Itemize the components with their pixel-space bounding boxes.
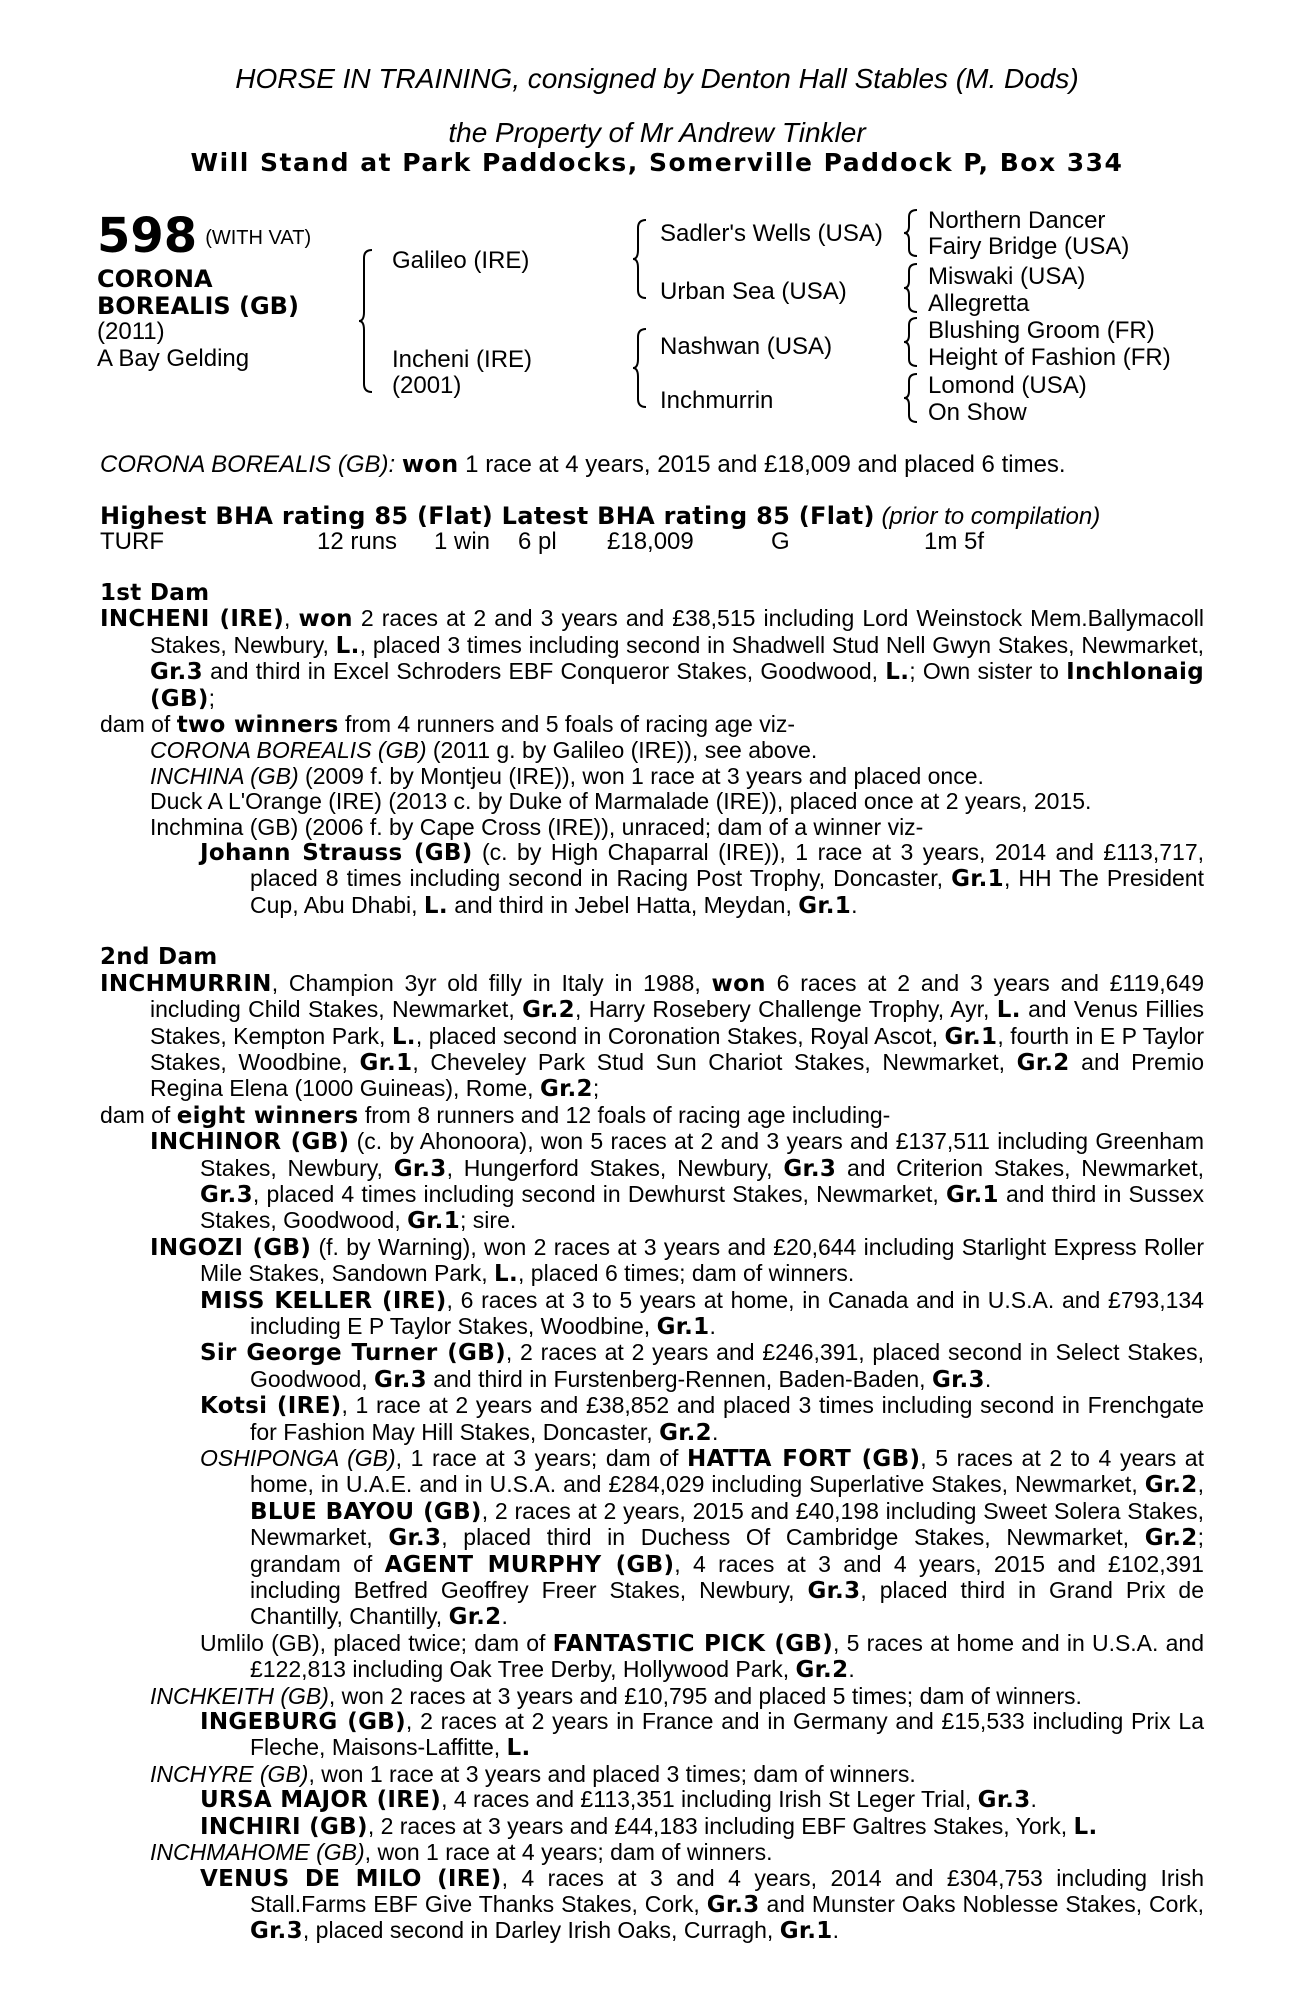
produce-duck-a-lorange: Duck A L'Orange (IRE) (2013 c. by Duke of Marmalade (IRE)), placed once at 2 years, 2015. — [150, 788, 1092, 815]
produce-inchinor: INCHINOR (GB) (c. by Ahonoora), won 5 races at 2 and 3 years and £137,511 including Greenham Stakes, Newbury, Gr.3, Hungerford Stakes, Newbury, Gr.3 and Criterion Stakes, Newmarket, Gr.3, placed 4 times including second in Dewhurst Stakes, Newmarket, Gr.1 and third in Sussex Stakes, Goodwood, Gr.1; sire. — [150, 1128, 1204, 1235]
pedigree-sire-sire: Sadler's Wells (USA) — [660, 220, 883, 247]
pedigree-sire: Galileo (IRE) — [392, 247, 530, 274]
vat-label: (WITH VAT) — [205, 227, 312, 249]
consignor-line: HORSE IN TRAINING, consigned by Denton Hall Stables (M. Dods) — [235, 63, 1079, 94]
produce-inchmina: Inchmina (GB) (2006 f. by Cape Cross (IRE)), unraced; dam of a winner viz- — [150, 813, 924, 840]
pedigree-brace-2 — [632, 218, 652, 300]
produce-inchina: INCHINA (GB) (2009 f. by Montjeu (IRE)), won 1 race at 3 years and placed once. — [150, 762, 984, 789]
produce-venus-de-milo: VENUS DE MILO (IRE), 4 races at 3 and 4 years, 2014 and £304,753 including Irish Stall.Farms EBF Give Thanks Stakes, Cork, Gr.3 and Munster Oaks Noblesse Stakes, Cork, Gr.3, placed second in Darley Irish Oaks, Curragh, Gr.1. — [200, 1864, 1204, 1945]
horse-name-line2: BOREALIS (GB) — [97, 292, 299, 320]
second-dam-inchmurrin: INCHMURRIN, Champion 3yr old filly in Italy in 1988, won 6 races at 2 and 3 years and £119,649 including Child Stakes, Newmarket, Gr.2, Harry Rosebery Challenge Trophy, Ayr, L. and Venus Fillies Stakes, Kempton Park, L., placed second in Coronation Stakes, Royal Ascot, Gr.1, fourth in E P Taylor Stakes, Woodbine, Gr.1, Cheveley Park Stud Sun Chariot Stakes, Newmarket, Gr.2 and Premio Regina Elena (1000 Guineas), Rome, Gr.2; — [100, 969, 1205, 1103]
pedigree-brace-7 — [903, 372, 923, 424]
pedigree-brace-1 — [358, 248, 378, 394]
race-summary: CORONA BOREALIS (GB): won 1 race at 4 years, 2015 and £18,009 and placed 6 times. — [100, 450, 1066, 478]
second-dam-heading: 2nd Dam — [100, 944, 218, 971]
pedigree-dam: Incheni (IRE) — [392, 346, 533, 373]
pedigree-g7: Lomond (USA) — [928, 372, 1087, 399]
turf-wins: 1 win — [434, 528, 491, 555]
first-dam-heading: 1st Dam — [100, 580, 210, 606]
turf-surface: TURF — [100, 528, 164, 555]
location-line: Will Stand at Park Paddocks, Somerville Paddock P, Box 334 — [190, 148, 1124, 177]
pedigree-g8: On Show — [928, 399, 1027, 426]
pedigree-g1: Northern Dancer — [928, 207, 1106, 234]
horse-year: (2011) — [97, 318, 165, 345]
lot-number: 598 (WITH VAT) — [97, 208, 312, 264]
pedigree-g3: Miswaki (USA) — [928, 263, 1086, 290]
pedigree-g5: Blushing Groom (FR) — [928, 317, 1155, 344]
turf-going: G — [771, 528, 790, 555]
turf-distance: 1m 5f — [924, 528, 985, 555]
pedigree-g4: Allegretta — [928, 290, 1030, 317]
produce-oshiponga: OSHIPONGA (GB), 1 race at 3 years; dam of HATTA FORT (GB), 5 races at 2 to 4 years at home, in U.A.E. and in U.S.A. and £284,029 including Superlative Stakes, Newmarket, Gr.2, BLUE BAYOU (GB), 2 races at 2 years, 2015 and £40,198 including Sweet Solera Stakes, Newmarket, Gr.3, placed third in Duchess Of Cambridge Stakes, Newmarket, Gr.2; grandam of AGENT MURPHY (GB), 4 races at 3 and 4 years, 2015 and £102,391 including Betfred Geoffrey Freer Stakes, Newbury, Gr.3, placed third in Grand Prix de Chantilly, Chantilly, Gr.2. — [200, 1445, 1204, 1631]
pedigree-sire-dam: Urban Sea (USA) — [660, 278, 847, 305]
dam-section — [100, 580, 1204, 1945]
property-line: the Property of Mr Andrew Tinkler — [448, 117, 866, 148]
produce-inchmahome: INCHMAHOME (GB), won 1 race at 4 years; dam of winners. — [150, 1839, 773, 1866]
produce-inchkeith: INCHKEITH (GB), won 2 races at 3 years and £10,795 and placed 5 times; dam of winners. — [150, 1682, 1082, 1709]
produce-ursa-major: URSA MAJOR (IRE), 4 races and £113,351 including Irish St Leger Trial, Gr.3. — [200, 1786, 1037, 1814]
horse-description: A Bay Gelding — [97, 345, 250, 372]
produce-inchiri: INCHIRI (GB), 2 races at 3 years and £44,183 including EBF Galtres Stakes, York, L. — [200, 1812, 1098, 1840]
pedigree-brace-3 — [632, 327, 652, 409]
produce-miss-keller: MISS KELLER (IRE), 6 races at 3 to 5 years at home, in Canada and in U.S.A. and £793,134 including E P Taylor Stakes, Woodbine, Gr.1. — [200, 1286, 1204, 1340]
produce-johann-strauss: Johann Strauss (GB) (c. by High Chaparral (IRE)), 1 race at 3 years, 2014 and £113,717, placed 8 times including second in Racing Post Trophy, Doncaster, Gr.1, HH The President Cup, Abu Dhabi, L. and third in Jebel Hatta, Meydan, Gr.1. — [200, 839, 1205, 919]
turf-placed: 6 pl — [518, 528, 557, 555]
pedigree-dam-dam: Inchmurrin — [660, 387, 774, 414]
produce-corona-borealis: CORONA BOREALIS (GB) (2011 g. by Galileo (IRE)), see above. — [150, 737, 818, 764]
pedigree-g2: Fairy Bridge (USA) — [928, 233, 1130, 260]
produce-umlilo: Umlilo (GB), placed twice; dam of FANTASTIC PICK (GB), 5 races at home and in U.S.A. and £122,813 including Oak Tree Derby, Hollywood Park, Gr.2. — [200, 1629, 1205, 1684]
produce-inchyre: INCHYRE (GB), won 1 race at 3 years and placed 3 times; dam of winners. — [150, 1760, 916, 1787]
first-dam-incheni: INCHENI (IRE), won 2 races at 2 and 3 years and £38,515 including Lord Weinstock Mem.Ballymacoll Stakes, Newbury, L., placed 3 times including second in Shadwell Stud Nell Gwyn Stakes, Newmarket, Gr.3 and third in Excel Schroders EBF Conqueror Stakes, Goodwood, L.; Own sister to Inchlonaig (GB); — [100, 605, 1205, 712]
turf-earnings: £18,009 — [607, 528, 694, 555]
pedigree-brace-5 — [903, 262, 923, 314]
pedigree-dam-year: (2001) — [392, 372, 462, 399]
pedigree-dam-sire: Nashwan (USA) — [660, 333, 833, 360]
horse-name-line1: CORONA — [97, 265, 213, 293]
pedigree-brace-6 — [903, 316, 923, 368]
produce-ingozi: INGOZI (GB) (f. by Warning), won 2 races at 3 years and £20,644 including Starlight Express Roller Mile Stakes, Sandown Park, L., placed 6 times; dam of winners. — [150, 1233, 1204, 1288]
produce-kotsi: Kotsi (IRE), 1 race at 2 years and £38,852 and placed 3 times including second in Frenchgate for Fashion May Hill Stakes, Doncaster, Gr.2. — [200, 1392, 1204, 1446]
pedigree-brace-4 — [903, 208, 923, 258]
pedigree-g6: Height of Fashion (FR) — [928, 344, 1171, 371]
first-dam-produce-summary: dam of two winners from 4 runners and 5 foals of racing age viz- — [100, 711, 795, 739]
bha-ratings: Highest BHA rating 85 (Flat) Latest BHA rating 85 (Flat) (prior to compilation) — [100, 502, 1101, 530]
turf-runs: 12 runs — [317, 528, 398, 555]
produce-sir-george-turner: Sir George Turner (GB), 2 races at 2 years and £246,391, placed second in Select Stakes, Goodwood, Gr.3 and third in Furstenberg-Rennen, Baden-Baden, Gr.3. — [200, 1339, 1204, 1393]
produce-ingeburg: INGEBURG (GB), 2 races at 2 years in France and in Germany and £15,533 including Prix La Fleche, Maisons-Laffitte, L. — [200, 1708, 1204, 1762]
second-dam-produce-summary: dam of eight winners from 8 runners and 12 foals of racing age including- — [100, 1101, 891, 1129]
